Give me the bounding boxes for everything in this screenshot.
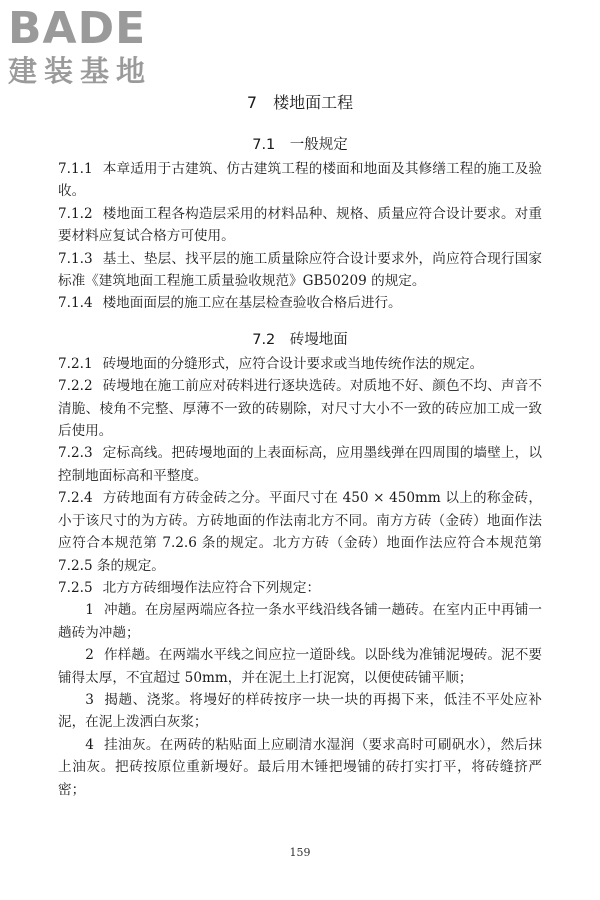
clause-number: 7.2.5 xyxy=(58,579,93,596)
clause-number: 7.1.3 xyxy=(58,250,93,267)
item-text: 冲趟。在房屋两端应各拉一条水平线沿线各铺一趟砖。在室内正中再铺一趟砖为冲趟； xyxy=(58,602,542,641)
clause-text: 定标高线。把砖墁地面的上表面标高，应用墨线弹在四周围的墙壁上，以控制地面标高和平整度。 xyxy=(58,445,542,484)
clause-number: 7.2.4 xyxy=(58,490,93,507)
clause-number: 7.1.1 xyxy=(58,161,93,177)
clause-text: 楼地面工程各构造层采用的材料品种、规格、质量应符合设计要求。对重要材料应复试合格方可使用。 xyxy=(58,205,542,245)
section-title-7-2: 7.2 砖墁地面 xyxy=(252,331,348,348)
item-text: 作样趟。在两端水平线之间应拉一道卧线。以卧线为准铺泥墁砖。泥不要铺得太厚，不宜超过 50mm，并在泥土上打泥窝，以便使砖铺平顺； xyxy=(58,647,542,686)
page-number: 159 xyxy=(289,846,311,859)
clause-7-1-4 xyxy=(58,292,542,314)
clause-7-2-3 xyxy=(58,442,542,487)
clause-7-2-1 xyxy=(58,353,542,375)
logo-chinese-name: 建装基地 xyxy=(8,54,153,88)
clause-text: 基土、垫层、找平层的施工质量除应符合设计要求外，尚应符合现行国家标准《建筑地面工程施工质量验收规范》GB50209 的规定。 xyxy=(58,250,542,290)
clause-text: 北方方砖细墁作法应符合下列规定： xyxy=(102,579,321,596)
item-text: 挂油灰。在两砖的粘贴面上应刷清水湿润（要求高时可刷矾水），然后抹上油灰。把砖按原位重新墁好。最后用木锤把墁铺的砖打实打平，将砖缝挤严密； xyxy=(58,736,542,798)
clause-number: 7.2.1 xyxy=(58,355,93,372)
clause-7-1-1 xyxy=(58,158,542,203)
list-item xyxy=(58,644,542,689)
clause-text: 砖墁地面的分缝形式，应符合设计要求或当地传统作法的规定。 xyxy=(102,355,484,372)
item-number: 3 xyxy=(85,691,94,708)
document-page xyxy=(58,92,542,801)
clause-text: 楼地面面层的施工应在基层检查验收合格后进行。 xyxy=(102,295,402,312)
item-text: 揭趟、浇浆。将墁好的样砖按序一块一块的再揭下来，低洼不平处应补泥，在泥上泼洒白灰浆； xyxy=(58,691,542,731)
clause-number: 7.1.4 xyxy=(58,295,93,312)
bade-logo xyxy=(8,4,178,88)
clause-text: 本章适用于古建筑、仿古建筑工程的楼面和地面及其修缮工程的施工及验收。 xyxy=(58,161,542,200)
clause-7-2-2 xyxy=(58,375,542,442)
section-title-7-1: 7.1 一般规定 xyxy=(252,137,348,153)
list-item xyxy=(58,599,542,644)
item-number: 2 xyxy=(85,647,94,664)
clause-number: 7.2.3 xyxy=(58,445,93,462)
list-item xyxy=(58,689,542,734)
item-number: 1 xyxy=(85,602,94,619)
chapter-title: 7 楼地面工程 xyxy=(246,93,354,112)
clause-7-1-3 xyxy=(58,248,542,293)
clause-number: 7.1.2 xyxy=(58,205,93,222)
clause-7-1-2 xyxy=(58,203,542,248)
item-number: 4 xyxy=(85,736,94,753)
clause-text: 方砖地面有方砖金砖之分。平面尺寸在 450 × 450mm 以上的称金砖，小于该尺寸的为方砖。方砖地面的作法南北方不同。南方方砖（金砖）地面作法应符合本规范第 7.2.6 条的规定。北方方砖（金砖）地面作法应符合本规范第 7.2.5 条的规定。 xyxy=(58,490,542,574)
clause-text: 砖墁地在施工前应对砖料进行逐块选砖。对质地不好、颜色不均、声音不清脆、棱角不完整、厚薄不一致的砖剔除，对尺寸大小不一致的砖应加工成一致后使用。 xyxy=(58,378,542,440)
clause-7-2-4 xyxy=(58,487,542,577)
list-item xyxy=(58,734,542,801)
logo-wordmark: BADE xyxy=(8,3,147,54)
clause-7-2-5 xyxy=(58,577,542,599)
clause-number: 7.2.2 xyxy=(58,378,93,395)
